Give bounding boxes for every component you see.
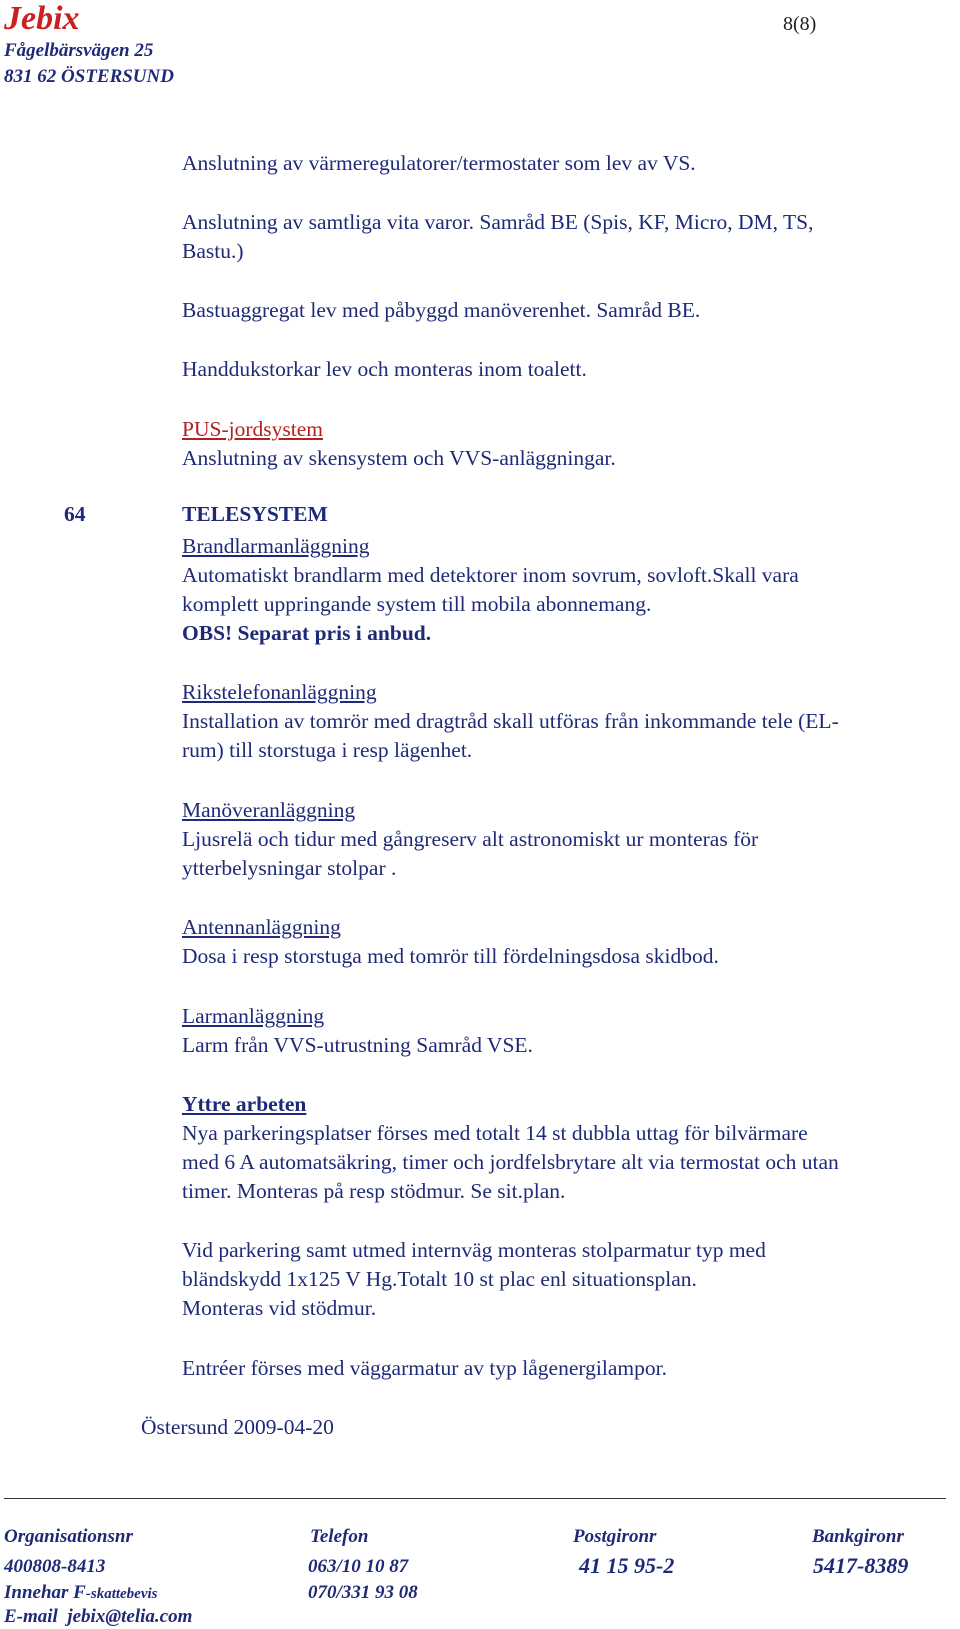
heading-pus-earth-system: PUS-jordsystem (182, 417, 323, 441)
paragraph-thermostats: Anslutning av värmeregulatorer/termostater som lev av VS. (182, 151, 696, 175)
heading-fire-alarm: Brandlarmanläggning (182, 534, 370, 558)
paragraph-alarm: Larm från VVS-utrustning Samråd VSE. (182, 1033, 533, 1057)
paragraph-entrances: Entréer förses med väggarmatur av typ lågenergilampor. (182, 1356, 667, 1380)
paragraph-towel-warmers: Handdukstorkar lev och monteras inom toalett. (182, 357, 587, 381)
paragraph-exterior-line2: med 6 A automatsäkring, timer och jordfelsbrytare alt via termostat och utan (182, 1150, 839, 1174)
footer-phone-label: Telefon (310, 1526, 369, 1547)
paragraph-exterior-line3: timer. Monteras på resp stödmur. Se sit.plan. (182, 1179, 566, 1203)
notice-separate-price: OBS! Separat pris i anbud. (182, 621, 432, 645)
footer-org-number: 400808-8413 (4, 1556, 106, 1577)
footer-phone-2: 070/331 93 08 (308, 1582, 418, 1603)
page-number: 8(8) (783, 13, 817, 35)
footer-bankgiro-label: Bankgironr (812, 1526, 904, 1547)
heading-exterior-works: Yttre arbeten (182, 1092, 307, 1116)
heading-telephone: Rikstelefonanläggning (182, 680, 377, 704)
footer-phone-1: 063/10 10 87 (308, 1556, 409, 1577)
paragraph-control-line1: Ljusrelä och tidur med gångreserv alt astronomiskt ur monteras för (182, 827, 759, 851)
paragraph-fire-alarm-line1: Automatiskt brandlarm med detektorer inom sovrum, sovloft.Skall vara (182, 563, 799, 587)
heading-alarm: Larmanläggning (182, 1004, 325, 1028)
footer-tax-label: Innehar F (4, 1582, 86, 1603)
company-street: Fågelbärsvägen 25 (4, 40, 154, 61)
footer-email-label: E-mail (4, 1606, 58, 1627)
company-city: 831 62 ÖSTERSUND (4, 66, 174, 87)
heading-control-system: Manöveranläggning (182, 798, 356, 822)
company-logo: Jebix (4, 0, 80, 37)
heading-antenna: Antennanläggning (182, 915, 341, 939)
footer-email-link[interactable]: jebix@telia.com (67, 1606, 193, 1627)
paragraph-sauna: Bastuaggregat lev med påbyggd manöverenhet. Samråd BE. (182, 298, 701, 322)
paragraph-parking-line1: Vid parkering samt utmed internväg monteras stolparmatur typ med (182, 1238, 766, 1262)
footer-tax-suffix: -skattebevis (85, 1586, 158, 1602)
paragraph-telephone-line2: rum) till storstuga i resp lägenhet. (182, 738, 473, 762)
footer-bankgiro-number: 5417-8389 (813, 1553, 909, 1578)
paragraph-fire-alarm-line2: komplett uppringande system till mobila abonnemang. (182, 592, 652, 616)
paragraph-parking-line3: Monteras vid stödmur. (182, 1296, 377, 1320)
footer-tax-certificate (4, 1582, 158, 1604)
paragraph-telephone-line1: Installation av tomrör med dragtråd skall utföras från inkommande tele (EL- (182, 709, 839, 733)
paragraph-white-goods-line1: Anslutning av samtliga vita varor. Samråd BE (Spis, KF, Micro, DM, TS, (182, 210, 814, 234)
footer-org-label: Organisationsnr (4, 1526, 133, 1547)
paragraph-exterior-line1: Nya parkeringsplatser förses med totalt 14 st dubbla uttag för bilvärmare (182, 1121, 808, 1145)
footer-postgiro-number: 41 15 95-2 (579, 1553, 675, 1578)
footer-email (4, 1606, 192, 1628)
section-title: TELESYSTEM (182, 502, 328, 526)
footer-divider (4, 1498, 946, 1499)
paragraph-pus: Anslutning av skensystem och VVS-anläggningar. (182, 446, 616, 470)
paragraph-control-line2: ytterbelysningar stolpar . (182, 856, 397, 880)
paragraph-antenna: Dosa i resp storstuga med tomrör till fördelningsdosa skidbod. (182, 944, 719, 968)
place-and-date: Östersund 2009-04-20 (141, 1415, 334, 1439)
paragraph-white-goods-line2: Bastu.) (182, 239, 244, 263)
section-number: 64 (64, 502, 86, 526)
paragraph-parking-line2: bländskydd 1x125 V Hg.Totalt 10 st plac enl situationsplan. (182, 1267, 697, 1291)
footer-postgiro-label: Postgironr (573, 1526, 657, 1547)
